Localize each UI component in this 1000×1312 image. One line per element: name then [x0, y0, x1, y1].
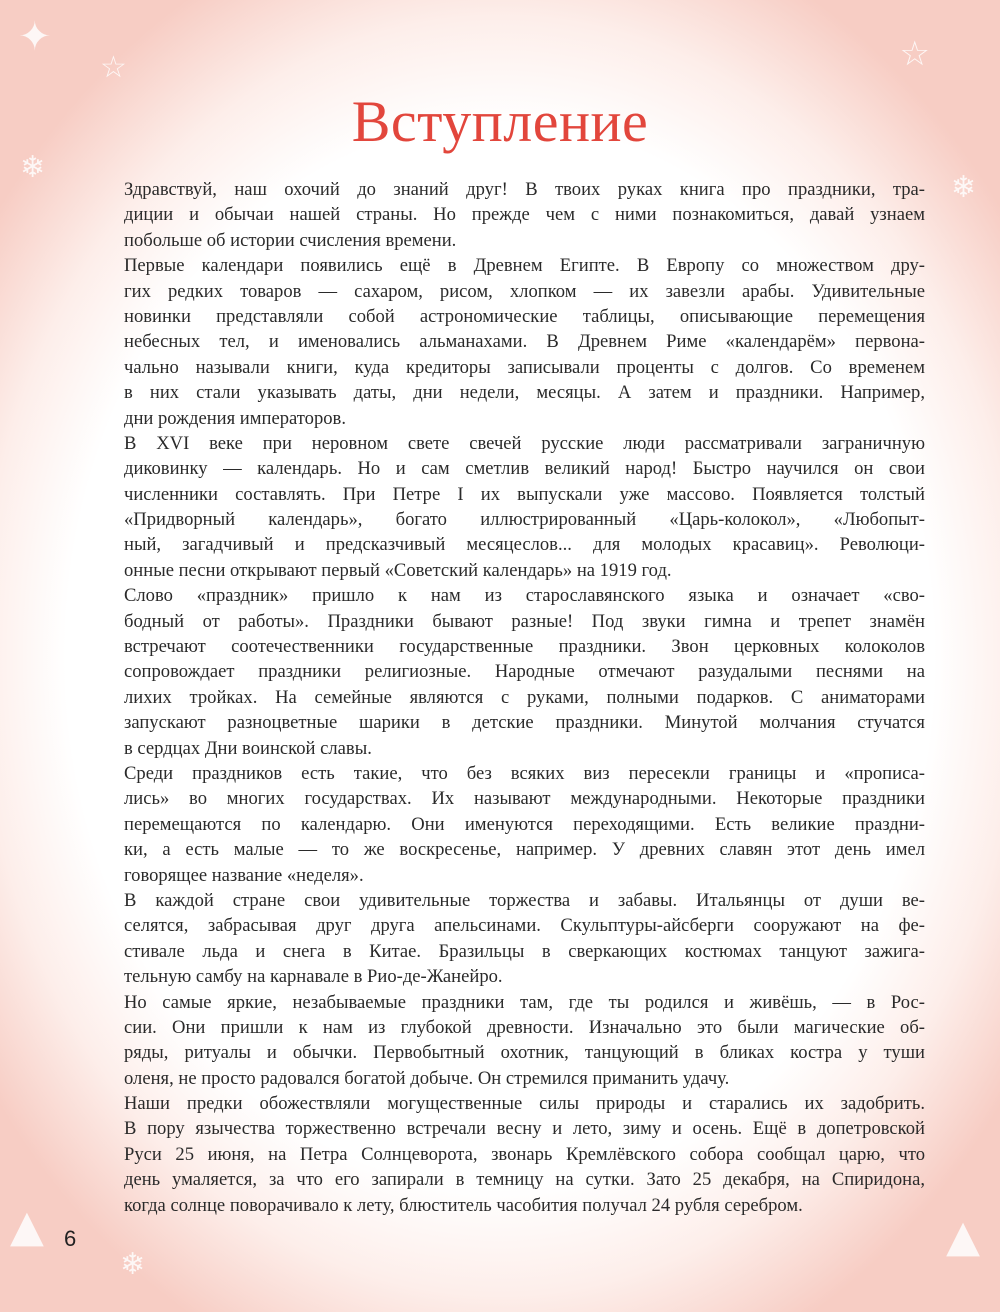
snowflake-ornament-icon: ❄ — [950, 170, 976, 205]
text-line: селятся, забрасывая друг друга апельсинами. Скульптуры-айсберги сооружают на фе- — [124, 915, 925, 937]
text-line: Слово «праздник» пришло к нам из старославянского языка и означает «сво- — [124, 585, 925, 607]
text-line: численники составлять. При Петре I их выпускали уже массово. Появляется толстый — [124, 483, 925, 505]
paragraph — [124, 431, 925, 583]
body-text — [124, 177, 925, 1218]
tree-ornament-icon: ▲ — [946, 1211, 980, 1262]
paragraph — [124, 1091, 925, 1218]
text-line: Среди праздников есть такие, что без всяких виз пересекли границы и «прописа- — [124, 762, 925, 784]
text-line: Первые календари появились ещё в Древнем Египте. В Европу со множеством дру- — [124, 255, 925, 277]
text-line: Здравствуй, наш охочий до знаний друг! В твоих руках книга про праздники, тра- — [124, 179, 925, 200]
text-line: оленя, не просто радовался богатой добыче. Он стремился приманить удачу. — [124, 1067, 730, 1089]
text-line: дни рождения императоров. — [124, 407, 346, 429]
text-line: ряды, ритуалы и обычки. Первобытный охотник, танцующий в бликах костра у туши — [124, 1042, 925, 1064]
text-line: перемещаются по календарю. Они именуются переходящими. Есть великие праздни- — [124, 813, 925, 835]
text-line: бодный от работы». Праздники бывают разные! Под звуки гимна и трепет знамён — [124, 610, 925, 632]
paragraph — [124, 990, 925, 1092]
text-line: онные песни открывают первый «Советский календарь» на 1919 год. — [124, 559, 672, 581]
paragraph — [124, 888, 925, 990]
text-line: диции и обычаи нашей страны. Но прежде чем с ними познакомиться, давай узнаем — [124, 204, 925, 226]
text-line: гих редких товаров — сахаром, рисом, хлопком — их завезли арабы. Удивительные — [124, 280, 925, 302]
paragraph — [124, 761, 925, 888]
star-ornament-icon: ☆ — [100, 50, 127, 85]
text-line: новинки представляли собой астрономические таблицы, описывающие перемещения — [124, 305, 925, 327]
text-line: Но самые яркие, незабываемые праздники там, где ты родился и живёшь, — в Рос- — [124, 991, 925, 1013]
snowflake-ornament-icon: ❄ — [120, 1247, 146, 1282]
text-line: запускают разноцветные шарики в детские праздники. Минутой молчания стучатся — [124, 712, 925, 734]
text-line: в сердцах Дни воинской славы. — [124, 737, 372, 759]
text-line: диковинку — календарь. Но и сам сметлив великий народ! Быстро научился он свои — [124, 458, 925, 480]
page-title: Вступление — [351, 89, 649, 154]
text-line: В каждой стране свои удивительные торжества и забавы. Итальянцы от души ве- — [124, 889, 925, 911]
text-line: побольше об истории счисления времени. — [124, 229, 457, 251]
text-line: лись» во многих государствах. Их называют международными. Некоторые праздники — [124, 788, 925, 810]
text-line: «Придворный календарь», богато иллюстрированный «Царь-колокол», «Любопыт- — [124, 509, 925, 531]
text-line: небесных тел, и именовались альманахами. В Древнем Риме «календарём» первона- — [124, 331, 925, 353]
star-ornament-icon: ☆ — [899, 34, 930, 74]
text-line: В пору язычества торжественно встречали весну и лето, зиму и осень. Ещё в допетровской — [124, 1118, 925, 1140]
text-line: в них стали указывать даты, дни недели, месяцы. А затем и праздники. Например, — [124, 382, 925, 404]
text-line: ки, а есть малые — то же воскресенье, например. У древних славян этот день имел — [124, 839, 925, 861]
text-line: ный, загадчивый и предсказчивый месяцеслов... для молодых красавиц». Революци- — [124, 534, 925, 556]
star-ornament-icon: ✦ — [18, 14, 52, 60]
text-line: когда солнце поворачивало к лету, блюститель часобития получал 24 рубля серебром. — [124, 1194, 803, 1216]
page-number: 6 — [64, 1226, 77, 1251]
text-line: говорящее название «неделя». — [124, 864, 364, 886]
text-line: Наши предки обожествляли могущественные силы природы и старались их задобрить. — [124, 1093, 925, 1115]
text-line: тельную самбу на карнавале в Рио-де-Жанейро. — [124, 966, 503, 988]
paragraph — [124, 177, 925, 253]
tree-ornament-icon: ▲ — [10, 1201, 44, 1252]
text-line: чально называли книги, куда кредиторы записывали проценты с долгов. Со временем — [124, 356, 925, 378]
text-line: день умаляется, за что его запирали в темницу на сутки. Зато 25 декабря, на Спиридона, — [124, 1169, 925, 1191]
text-line: лихих тройках. На семейные являются с руками, полными подарков. С аниматорами — [124, 686, 925, 708]
text-line: В XVI веке при неровном свете свечей русские люди рассматривали заграничную — [124, 432, 925, 454]
paragraph — [124, 583, 925, 761]
text-line: стивале льда и снега в Китае. Бразильцы в сверкающих костюмах танцуют зажига- — [124, 940, 925, 962]
paragraph — [124, 253, 925, 431]
text-line: сопровождает праздники религиозные. Народные отмечают разудалыми песнями на — [124, 661, 925, 683]
text-line: сии. Они пришли к нам из глубокой древности. Изначально это были магические об- — [124, 1016, 925, 1038]
text-line: Руси 25 июня, на Петра Солнцеворота, звонарь Кремлёвского собора сообщал царю, что — [124, 1143, 925, 1165]
text-line: встречают соотечественники государственные праздники. Звон церковных колоколов — [124, 636, 925, 658]
snowflake-ornament-icon: ❄ — [20, 150, 46, 185]
